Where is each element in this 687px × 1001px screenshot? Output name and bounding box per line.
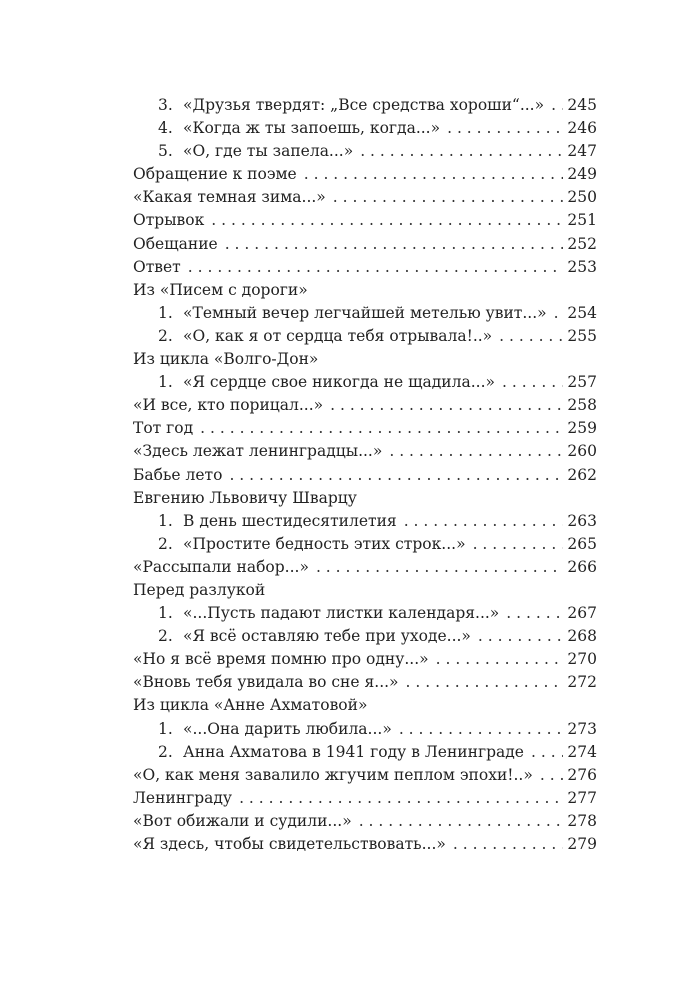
toc-entry-title: «Простите бедность этих строк...» [183,534,466,553]
dot-leader [200,417,563,440]
toc-entry [133,163,597,186]
toc-entry-page-number: 253 [567,257,597,276]
toc-entry-page-number: 273 [567,719,597,738]
toc-entry [133,464,597,487]
dot-leader [229,464,563,487]
toc-entry-title: «...Она дарить любила...» [183,719,392,738]
toc-entry-page-number: 249 [567,165,597,184]
dot-leader [447,117,563,140]
toc-entry-title: Из цикла «Волго-Дон» [133,350,319,369]
toc-entry-page-number: 274 [567,742,597,761]
dot-leader [359,810,564,833]
toc-entry-page-number: 277 [567,788,597,807]
toc-entry-page-number: 258 [567,396,597,415]
toc-entry-title: «Здесь лежат ленинградцы...» [133,442,383,461]
toc-entry [133,833,597,856]
toc-entry [133,787,597,810]
toc-entry-page-number: 276 [567,765,597,784]
toc-entry-title: Отрывок [133,211,205,230]
dot-leader [330,394,563,417]
dot-leader [531,741,563,764]
toc-entry-title: Из цикла «Анне Ахматовой» [133,696,368,715]
toc-entry-title: «Я всё оставляю тебе при уходе...» [183,627,471,646]
toc-entry [133,718,597,741]
dot-leader [239,787,563,810]
toc-entry [133,302,597,325]
toc-entry-title: Тот год [133,419,194,438]
dot-leader [436,648,564,671]
toc-entry [133,741,597,764]
toc-entry [133,579,597,602]
toc-entry-number: 4. [158,119,173,138]
toc-entry [133,602,597,625]
toc-entry-number: 2. [158,627,173,646]
toc-entry-title: «Я сердце свое никогда не щадила...» [183,373,495,392]
toc-entry-title: «Но я всё время помню про одну...» [133,650,429,669]
toc-entry-title: «Темный вечер легчайшей метелью увит...» [183,303,547,322]
toc-entry-title: «Вот обижали и судили...» [133,811,352,830]
dot-leader [399,718,564,741]
toc-entry-title: «Когда ж ты запоешь, когда...» [183,119,441,138]
toc-entry [133,625,597,648]
toc-entry-title: «О, как я от сердца тебя отрывала!..» [183,326,493,345]
dot-leader [225,233,564,256]
toc-entry-title: «О, где ты запела...» [183,142,354,161]
toc-entry-number: 2. [158,742,173,761]
toc-entry [133,140,597,163]
toc-entry-number: 3. [158,96,173,114]
toc-entry-title: Бабье лето [133,465,223,484]
toc-entry-number: 2. [158,534,173,553]
toc-entry [133,394,597,417]
toc-entry-title: «Я здесь, чтобы свидетельствовать...» [133,835,446,853]
toc-entry-title: Из «Писем с дороги» [133,280,308,299]
toc-entry-page-number: 267 [567,604,597,623]
dot-leader [506,602,563,625]
dot-leader [406,671,564,694]
toc-entry-number: 1. [158,604,173,623]
toc-entry-page-number: 252 [567,234,597,253]
toc-entry-number: 1. [158,511,173,530]
toc-entry [133,417,597,440]
toc-entry [133,371,597,394]
toc-entry [133,671,597,694]
toc-entry [133,510,597,533]
toc-entry-page-number: 257 [567,373,597,392]
toc-entry-page-number: 251 [567,211,597,230]
dot-leader [453,833,564,856]
toc-entry-title: «О, как меня завалило жгучим пеплом эпохи!..» [133,765,533,784]
toc-entry-title: Анна Ахматова в 1941 году в Ленинграде [183,742,524,761]
toc-entry-number: 1. [158,373,173,392]
table-of-contents [133,94,597,856]
toc-entry-page-number: 262 [567,465,597,484]
toc-entry-title: Ответ [133,257,181,276]
toc-entry-number: 1. [158,719,173,738]
toc-entry-page-number: 263 [567,511,597,530]
toc-entry [133,487,597,510]
toc-entry-title: «Рассыпали набор...» [133,557,309,576]
toc-entry [133,810,597,833]
toc-entry-page-number: 266 [567,557,597,576]
toc-entry [133,209,597,232]
dot-leader [540,764,564,787]
toc-entry-title: Перед разлукой [133,580,266,599]
toc-entry-page-number: 278 [567,811,597,830]
dot-leader [554,302,564,325]
toc-entry-page-number: 246 [567,119,597,138]
toc-entry-title: «...Пусть падают листки календаря...» [183,604,500,623]
toc-entry [133,764,597,787]
toc-entry-title: «Вновь тебя увидала во сне я...» [133,673,399,692]
dot-leader [502,371,563,394]
toc-entry-number: 2. [158,326,173,345]
dot-leader [551,94,563,117]
toc-entry-title: «Друзья твердят: „Все средства хороши“...» [183,96,545,114]
toc-entry-number: 1. [158,303,173,322]
dot-leader [316,556,563,579]
toc-entry-title: Евгению Львовичу Шварцу [133,488,357,507]
toc-entry-page-number: 270 [567,650,597,669]
toc-entry-page-number: 268 [567,627,597,646]
toc-entry [133,117,597,140]
toc-entry-title: «Какая темная зима...» [133,188,326,207]
toc-entry [133,440,597,463]
toc-entry [133,348,597,371]
toc-entry-page-number: 250 [567,188,597,207]
toc-entry [133,279,597,302]
toc-entry-title: Ленинграду [133,788,233,807]
dot-leader [478,625,564,648]
dot-leader [473,533,564,556]
toc-entry-page-number: 279 [567,835,597,853]
dot-leader [304,163,564,186]
dot-leader [499,325,563,348]
toc-entry-page-number: 259 [567,419,597,438]
toc-entry-title: Обещание [133,234,218,253]
toc-entry-page-number: 255 [567,326,597,345]
toc-entry [133,325,597,348]
toc-entry-title: В день шестидесятилетия [183,511,397,530]
toc-entry-page-number: 272 [567,673,597,692]
toc-entry [133,256,597,279]
toc-entry [133,694,597,717]
dot-leader [211,209,563,232]
toc-entry-page-number: 260 [567,442,597,461]
toc-entry-page-number: 247 [567,142,597,161]
dot-leader [389,440,563,463]
toc-entry-title: Обращение к поэме [133,165,297,184]
toc-entry-page-number: 265 [567,534,597,553]
toc-entry [133,186,597,209]
toc-entry-page-number: 245 [567,96,597,114]
dot-leader [188,256,564,279]
toc-entry [133,94,597,117]
toc-entry-number: 5. [158,142,173,161]
dot-leader [333,186,564,209]
dot-leader [404,510,564,533]
toc-entry [133,648,597,671]
toc-entry [133,533,597,556]
toc-entry [133,556,597,579]
toc-entry-title: «И все, кто порицал...» [133,396,324,415]
toc-entry [133,233,597,256]
toc-entry-page-number: 254 [567,303,597,322]
dot-leader [360,140,563,163]
